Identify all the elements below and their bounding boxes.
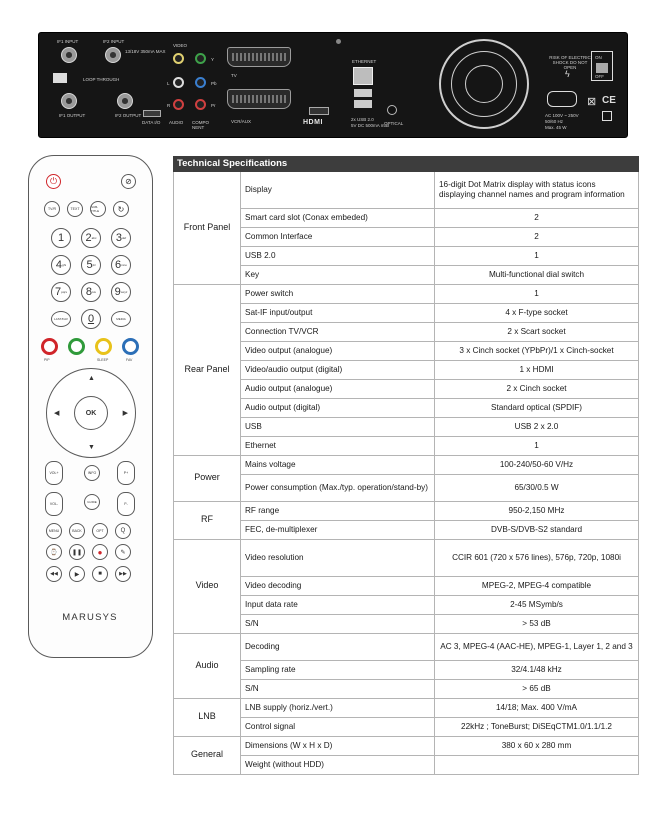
red-key[interactable]	[41, 338, 58, 355]
spec-value: 32/4.1/48 kHz	[435, 660, 639, 679]
spec-parameter: Sat-IF input/output	[241, 303, 435, 322]
record-button[interactable]	[92, 544, 108, 560]
spec-group-name: Front Panel	[174, 171, 241, 284]
number-0-button[interactable]: 0	[81, 309, 101, 329]
spec-value: 65/30/0.5 W	[435, 474, 639, 501]
recall-icon: ↻	[117, 204, 125, 214]
if2-output-connector	[117, 93, 133, 109]
edit-button[interactable]	[115, 544, 131, 560]
spec-row	[174, 341, 639, 360]
digit-sub-label: wxyz	[120, 290, 128, 294]
spec-value: CCIR 601 (720 x 576 lines), 576p, 720p, 1080i	[435, 539, 639, 576]
audio-label: AUDIO	[169, 120, 184, 125]
comp-pb-label: Pb	[211, 81, 217, 86]
spec-row	[174, 303, 639, 322]
spec-parameter: Key	[241, 265, 435, 284]
digit-sub-label: abc	[91, 236, 97, 240]
spec-row	[174, 265, 639, 284]
number-8-button[interactable]	[81, 282, 101, 302]
stop-icon: ■	[98, 571, 102, 577]
spec-row	[174, 633, 639, 660]
ethernet-port	[353, 67, 373, 85]
text-button[interactable]: TEXT	[67, 201, 83, 217]
spec-parameter: Connection TV/VCR	[241, 322, 435, 341]
spec-row	[174, 679, 639, 698]
subtitle-button[interactable]: SUB-TITLE	[90, 201, 106, 217]
spec-parameter: Display	[241, 171, 435, 208]
optical-label: OPTICAL	[384, 121, 404, 126]
spec-parameter: Power consumption (Max./typ. operation/stand-by)	[241, 474, 435, 501]
spec-row	[174, 208, 639, 227]
spec-group-name: RF	[174, 501, 241, 539]
spec-value: 14/18; Max. 400 V/mA	[435, 698, 639, 717]
play-button[interactable]	[69, 566, 85, 582]
if1-output-connector	[61, 93, 77, 109]
play-icon: ▶	[74, 571, 80, 578]
ethernet-label: ETHERNET	[352, 59, 377, 64]
spec-parameter: Power switch	[241, 284, 435, 303]
spec-parameter: Audio output (digital)	[241, 398, 435, 417]
if1-input-connector	[61, 47, 77, 63]
spec-row	[174, 736, 639, 755]
red-key-label: PIP	[44, 358, 50, 362]
spec-value: MPEG-2, MPEG-4 compatible	[435, 576, 639, 595]
spec-row	[174, 360, 639, 379]
spec-row	[174, 417, 639, 436]
spec-row	[174, 398, 639, 417]
shock-warning: RISK OF ELECTRIC SHOCK DO NOT OPEN	[549, 55, 591, 70]
search-button[interactable]: Q	[115, 523, 131, 539]
digit-sub-label: jkl	[92, 263, 96, 267]
fast-forward-button[interactable]	[115, 566, 131, 582]
spec-parameter: USB	[241, 417, 435, 436]
spec-value: 1	[435, 436, 639, 455]
if1-input-label: IF1 INPUT	[57, 39, 79, 44]
spec-value: 2 x Cinch socket	[435, 379, 639, 398]
guide-button[interactable]: GUIDE	[84, 494, 100, 510]
spec-row	[174, 455, 639, 474]
spec-parameter: Dimensions (W x H x D)	[241, 736, 435, 755]
rewind-button[interactable]	[46, 566, 62, 582]
power-icon: ⏻	[49, 176, 58, 186]
power-switch-on: ON	[595, 55, 602, 60]
tv-radio-button[interactable]: TV/R	[44, 201, 60, 217]
spec-value: 2-45 MSymb/s	[435, 595, 639, 614]
digit-label: 6	[115, 259, 122, 271]
digit-label: 9	[114, 286, 121, 298]
lightning-icon: ϟ	[565, 69, 570, 79]
spec-row	[174, 284, 639, 303]
spec-parameter: Sampling rate	[241, 660, 435, 679]
spec-value: Standard optical (SPDIF)	[435, 398, 639, 417]
spec-parameter: Weight (without HDD)	[241, 755, 435, 774]
spec-parameter: Video/audio output (digital)	[241, 360, 435, 379]
usb-port-2	[354, 100, 372, 108]
vol-minus-button[interactable]: VOL-	[45, 492, 63, 516]
spec-parameter: USB 2.0	[241, 246, 435, 265]
loop-switch-icon	[53, 73, 67, 83]
vcr-aux-label: VCR/AUX	[231, 119, 252, 124]
technical-specifications-table	[173, 156, 639, 775]
power-frequency: 50/60 Hz	[545, 119, 564, 124]
spec-row	[174, 246, 639, 265]
timer-icon: ⌚	[50, 549, 58, 556]
spec-title-row	[174, 157, 639, 172]
audio-r-label: R	[167, 103, 171, 108]
blue-key-label: FAV	[126, 358, 133, 362]
hdmi-port	[309, 107, 329, 115]
arrow-right-icon: ▶	[122, 410, 128, 417]
power-button[interactable]	[46, 174, 61, 189]
program-up-button[interactable]: P+	[117, 461, 135, 485]
media-button[interactable]: MEDIA	[111, 311, 131, 327]
remote-brand-logo: MARUSYS	[62, 612, 118, 623]
spec-value: 3 x Cinch socket (YPbPr)/1 x Cinch-socket	[435, 341, 639, 360]
digit-label: 5	[86, 259, 93, 271]
digit-sub-label: tuv	[92, 290, 97, 294]
spec-value: 2	[435, 227, 639, 246]
spec-row	[174, 322, 639, 341]
digit-label: 8	[85, 286, 93, 298]
timer-button[interactable]	[46, 544, 62, 560]
number-9-button[interactable]	[111, 282, 131, 302]
power-max: Max. 45 W	[545, 125, 567, 130]
spec-row	[174, 755, 639, 774]
component-pb-jack	[195, 77, 206, 88]
spec-row	[174, 379, 639, 398]
last-fav-button[interactable]: LAST/FAV	[51, 311, 71, 327]
spec-table-title: Technical Specifications	[174, 157, 639, 172]
spec-value: > 53 dB	[435, 614, 639, 633]
spec-row	[174, 576, 639, 595]
yellow-key[interactable]	[95, 338, 112, 355]
usb-note: 5V DC 500mA max	[351, 123, 390, 128]
spec-row	[174, 698, 639, 717]
spec-group-name: General	[174, 736, 241, 774]
spec-row	[174, 660, 639, 679]
spec-row	[174, 520, 639, 539]
component-label: COMPO NENT	[192, 120, 210, 130]
fast-forward-icon: ▶▶	[119, 571, 127, 577]
spec-value: 1	[435, 246, 639, 265]
spec-group-name: LNB	[174, 698, 241, 736]
spec-value: DVB-S/DVB-S2 standard	[435, 520, 639, 539]
spec-value: 16-digit Dot Matrix display with status icons displaying channel names and program information	[435, 171, 639, 208]
spec-row	[174, 595, 639, 614]
data-io-label: DATA I/O	[142, 120, 161, 125]
ac-inlet	[547, 91, 577, 107]
spec-parameter: Audio output (analogue)	[241, 379, 435, 398]
spec-parameter: Video resolution	[241, 539, 435, 576]
spec-value: AC 3, MPEG-4 (AAC-HE), MPEG-1, Layer 1, 2 and 3	[435, 633, 639, 660]
spec-parameter: S/N	[241, 614, 435, 633]
power-switch	[591, 51, 613, 81]
spec-parameter: RF range	[241, 501, 435, 520]
digit-label: 4	[55, 259, 63, 271]
if-input-note: 13/18V 350mA MAX	[125, 49, 166, 54]
digit-sub-label: def	[121, 236, 127, 240]
spec-value: 1	[435, 284, 639, 303]
digit-label: 7	[55, 286, 62, 298]
program-down-button[interactable]: P-	[117, 492, 135, 516]
spec-value: USB 2 x 2.0	[435, 417, 639, 436]
spec-parameter: S/N	[241, 679, 435, 698]
usb-label: 2x USB 2.0	[351, 117, 374, 122]
spec-parameter: Ethernet	[241, 436, 435, 455]
data-io-port	[143, 110, 161, 117]
spec-value: 380 x 60 x 280 mm	[435, 736, 639, 755]
optical-port	[387, 105, 397, 115]
pause-icon: ❚❚	[71, 549, 83, 556]
component-y-jack	[195, 53, 206, 64]
yellow-key-label: SLEEP	[97, 358, 109, 362]
audio-l-rca-jack	[173, 77, 184, 88]
double-insulation-icon	[602, 111, 612, 121]
spec-row	[174, 171, 639, 208]
spec-value: 2	[435, 208, 639, 227]
spec-table-body	[174, 157, 639, 775]
spec-value: 22kHz ; ToneBurst; DiSEqCTM1.0/1.1/1.2	[435, 717, 639, 736]
record-icon: ●	[97, 547, 103, 557]
spec-row	[174, 436, 639, 455]
mute-button[interactable]	[121, 174, 136, 189]
pencil-icon: ✎	[120, 549, 126, 556]
digit-label: 3	[115, 232, 122, 244]
spec-parameter: FEC, de-multiplexer	[241, 520, 435, 539]
if2-input-connector	[105, 47, 121, 63]
if1-output-label: IF1 OUTPUT	[59, 113, 86, 118]
remote-control	[28, 155, 153, 658]
spec-value: Multi-functional dial switch	[435, 265, 639, 284]
blue-key[interactable]	[122, 338, 139, 355]
audio-r-rca-jack	[173, 99, 184, 110]
receiver-rear-panel	[38, 32, 628, 138]
spec-row	[174, 614, 639, 633]
mute-icon: ⊘	[125, 177, 132, 186]
digit-label: 2	[85, 232, 92, 244]
spec-parameter: LNB supply (horiz./vert.)	[241, 698, 435, 717]
spec-parameter: Mains voltage	[241, 455, 435, 474]
number-3-button[interactable]	[111, 228, 131, 248]
spec-parameter: Control signal	[241, 717, 435, 736]
spec-value: > 65 dB	[435, 679, 639, 698]
spec-row	[174, 227, 639, 246]
opt-button[interactable]: OPT	[92, 523, 108, 539]
number-7-button[interactable]	[51, 282, 71, 302]
spec-parameter: Video output (analogue)	[241, 341, 435, 360]
spec-group-name: Rear Panel	[174, 284, 241, 455]
digit-sub-label: mno	[121, 263, 127, 267]
spec-row	[174, 539, 639, 576]
scart-tv-socket	[227, 47, 291, 67]
number-6-button[interactable]	[111, 255, 131, 275]
spec-parameter: Input data rate	[241, 595, 435, 614]
spec-parameter: Decoding	[241, 633, 435, 660]
arrow-down-icon: ▼	[88, 444, 95, 451]
back-button[interactable]: BACK	[69, 523, 85, 539]
power-switch-off: OFF	[595, 74, 604, 79]
info-button[interactable]: INFO	[84, 465, 100, 481]
spec-group-name: Video	[174, 539, 241, 633]
menu-button[interactable]: MENU	[46, 523, 62, 539]
spec-value	[435, 755, 639, 774]
green-key[interactable]	[68, 338, 85, 355]
if2-input-label: IF2 INPUT	[103, 39, 125, 44]
spec-parameter: Video decoding	[241, 576, 435, 595]
arrow-up-icon: ▲	[88, 375, 95, 382]
spec-value: 1 x HDMI	[435, 360, 639, 379]
video-label: VIDEO	[173, 43, 188, 48]
stop-button[interactable]	[92, 566, 108, 582]
screw-icon	[336, 39, 341, 44]
number-5-button[interactable]	[81, 255, 101, 275]
number-4-button[interactable]	[51, 255, 71, 275]
digit-label: 1	[57, 232, 65, 244]
spec-row	[174, 717, 639, 736]
pause-button[interactable]	[69, 544, 85, 560]
power-rating: AC 100V ~ 250V	[545, 113, 579, 118]
rewind-icon: ◀◀	[50, 571, 58, 577]
scart-vcr-socket	[227, 89, 291, 109]
comp-pr-label: Pr	[211, 103, 216, 108]
recall-button[interactable]	[113, 201, 129, 217]
hdmi-logo: HDMI	[303, 119, 323, 126]
number-1-button[interactable]	[51, 228, 71, 248]
spec-parameter: Common Interface	[241, 227, 435, 246]
number-2-button[interactable]	[81, 228, 101, 248]
audio-l-label: L	[167, 81, 170, 86]
vol-plus-button[interactable]: VOL+	[45, 461, 63, 485]
spec-row	[174, 501, 639, 520]
spec-value: 4 x F-type socket	[435, 303, 639, 322]
tv-label: TV	[231, 73, 237, 78]
spec-value: 950-2,150 MHz	[435, 501, 639, 520]
loop-through-label: LOOP THROUGH	[83, 77, 120, 82]
video-rca-jack	[173, 53, 184, 64]
digit-sub-label: ghi	[62, 263, 67, 267]
spec-row	[174, 474, 639, 501]
digit-sub-label: pqrs	[61, 290, 67, 294]
spec-group-name: Audio	[174, 633, 241, 698]
usb-port-1	[354, 89, 372, 97]
spec-value: 2 x Scart socket	[435, 322, 639, 341]
weee-bin-icon: ⊠	[587, 96, 597, 108]
comp-y-label: Y	[211, 57, 215, 62]
component-pr-jack	[195, 99, 206, 110]
spec-group-name: Power	[174, 455, 241, 501]
arrow-left-icon: ◀	[54, 410, 60, 417]
spec-parameter: Smart card slot (Conax embeded)	[241, 208, 435, 227]
if2-output-label: IF2 OUTPUT	[115, 113, 142, 118]
ce-mark: CE	[602, 95, 616, 106]
ok-button[interactable]: OK	[74, 396, 108, 430]
spec-value: 100-240/50-60 V/Hz	[435, 455, 639, 474]
